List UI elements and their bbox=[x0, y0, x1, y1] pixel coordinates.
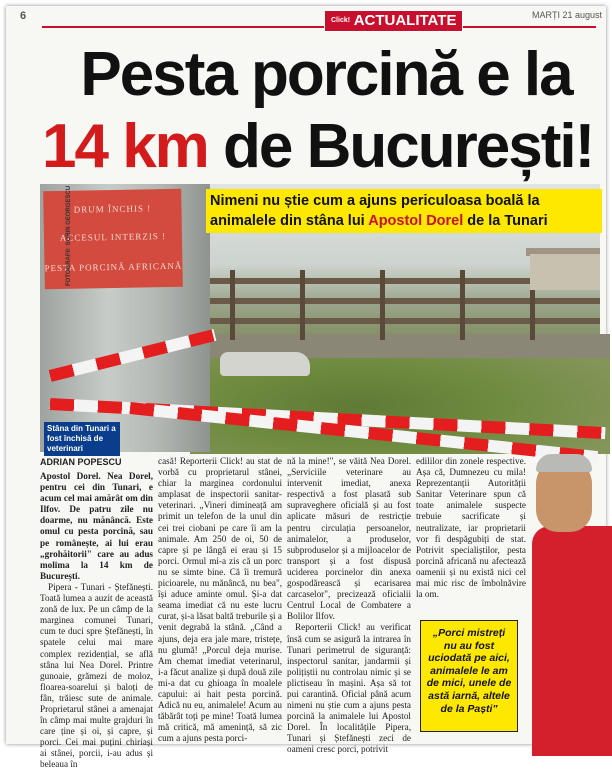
article-paragraph: nă la mine!", se văită Nea Dorel. „Serviciile veterinare au intervenit imediat, anexa respectivă a fost plasată sub supraveghere oficială și au fost aplicate măsuri de restricție pentru circulația persoanelor, animalelor, a produselor, subproduselor și a mijloacelor de transport și a fost dispusă uciderea porcinelor din anexa gospodărească și ecarisarea carcaselor", precizează oficialii Centrul Local de Combatere a Bolilor Ilfov. bbox=[287, 456, 411, 622]
photo-credit: FOTOGRAFII: SORIN GEORGESCU bbox=[66, 185, 72, 286]
sign-line-2: ACCESUL INTERZIS ! bbox=[59, 231, 167, 243]
article-column-2 bbox=[158, 456, 282, 744]
author-byline: ADRIAN POPESCU bbox=[40, 457, 122, 467]
article-column-4 bbox=[416, 456, 526, 600]
article-lead: Apostol Dorel. Nea Dorel, pentru cei din Tunari, e acum cel mai amărât om din Ilfov. De patru zile nu doarme, nu mănâncă. Este omul cu pesta porcină, sau pe românește, ai lui erau „grohăitorii" care au adus molima la 14 km de București. bbox=[40, 471, 153, 581]
page-header bbox=[6, 6, 606, 34]
portrait-shirt bbox=[532, 526, 612, 756]
portrait-photo bbox=[528, 454, 606, 744]
page-number: 6 bbox=[20, 10, 27, 22]
section-label: $^{Click!}$ ACTUALITATE bbox=[324, 10, 463, 32]
article-paragraph: casă! Reporterii Click! au stat de vorbă cu proprietarul stânei, chiar la marginea cordonului amplasat de inspectorii sanitar-veterinari. „Vineri dimineață am primit un telefon de la unul din cei trei ciobani pe care îi am la animale. Am 250 de oi, 50 de capre și pe lângă ei erau și 15 porci. Ormul mi-a zis că un porc nu se simte bine. Că îi tremură picioarele, nu mănâncă, nu bea", își aduce aminte omul. Și-a dat seama imediat că nu este lucru curat, și-a lăsat baltă treburile și a venit degrabă la stână. „Când a ajuns, deja era jale mare, tristețe, nu glumă! „Porcul deja murise. Am chemat imediat veterinarul, i-a făcut analize și după două zile mi-a dat cu ghioaga în moalele capului: ai hait pesta porcină. Adică nu eu, animalele! Acum au tăbărât toți pe mine! Toată lumea mă critică, mă amenință, să zic cum a ajuns pesta porci- bbox=[158, 456, 282, 744]
article-paragraph: Pipera - Tunari - Ștefănești. Toată lumea a auzit de această zonă de lux. Pe un câmp de la marginea comunei Tunari, cum te duci spre Ștefănești, în spatele celui mai mare complex rezidențial, se află stâna lui Nea Dorel. Printre gunoaie, grămezi de moloz, floarea-soarelui și baloți de fân, trăiesc sute de animale. Proprietarul stânei a amenajat în câmp mai multe grajduri în care ține și oi, și capre, și porci. Cei mai puțini chiriași ai stânei, porcii, i-au adus și beleaua în bbox=[40, 581, 153, 770]
sign-line-3: PESTA PORCINĂ AFRICANĂ bbox=[44, 260, 183, 274]
portrait-hair bbox=[536, 454, 592, 472]
article-paragraph: Reporterii Click! au verificat însă cum se asigură la intrarea în Tunari perimetrul de siguranță: inspectorul sanitar, jandarmii și polițiștii nu controlau nimic și se plictiseau în mașini. Așa să tot pui carantină. Oficial până acum nimeni nu știe cum a ajuns pesta porcină la animalele lui Apostol Dorel. În localitățile Pipera, Tunari și Ștefănești zeci de oameni cresc porci, potrivit bbox=[287, 622, 411, 755]
headline-rest: de București! bbox=[207, 112, 594, 181]
warning-sign bbox=[43, 189, 183, 289]
photo-caption: Stâna din Tunari a fost închisă de veterinari bbox=[44, 422, 120, 456]
article-paragraph: edililor din zonele respective. Așa că, Dumnezeu cu mila! Reprezentanții Autorității Sanitar Veterinare spun că toate animalele suspecte trebuie sacrificate și neutralizate, iar proprietarii vor fi despăgubiți de stat. Potrivit specialiștilor, pesta porcină africană nu afectează oamenii și nu există nici cel mai mic risc de îmbolnăvire la om. bbox=[416, 456, 526, 600]
photo-shed bbox=[530, 254, 600, 290]
sign-line-1: DRUM ÎNCHIS ! bbox=[73, 203, 152, 215]
subheadline-name: Apostol Dorel bbox=[368, 213, 464, 229]
newspaper-page bbox=[6, 6, 606, 770]
pull-quote: „Porci mistreți nu au fost uciodată pe aici, animalele le am de mici, unele de astă iarnă, altele de la Paști" bbox=[420, 620, 518, 732]
article-column-3 bbox=[287, 456, 411, 756]
issue-date: MARȚI 21 august bbox=[531, 10, 602, 20]
headline-line-1: Pesta porcină e la bbox=[80, 40, 572, 109]
photo-car bbox=[220, 352, 310, 376]
header-rule bbox=[42, 26, 596, 28]
section-brand: Click! bbox=[331, 17, 351, 24]
headline-distance: 14 km bbox=[42, 112, 208, 181]
headline-line-2 bbox=[42, 112, 602, 182]
subheadline: Nimeni nu știe cum a ajuns periculoasa boală la animalele din stâna lui Apostol Dorel de la Tunari bbox=[206, 189, 602, 233]
article-column-1 bbox=[40, 471, 153, 771]
